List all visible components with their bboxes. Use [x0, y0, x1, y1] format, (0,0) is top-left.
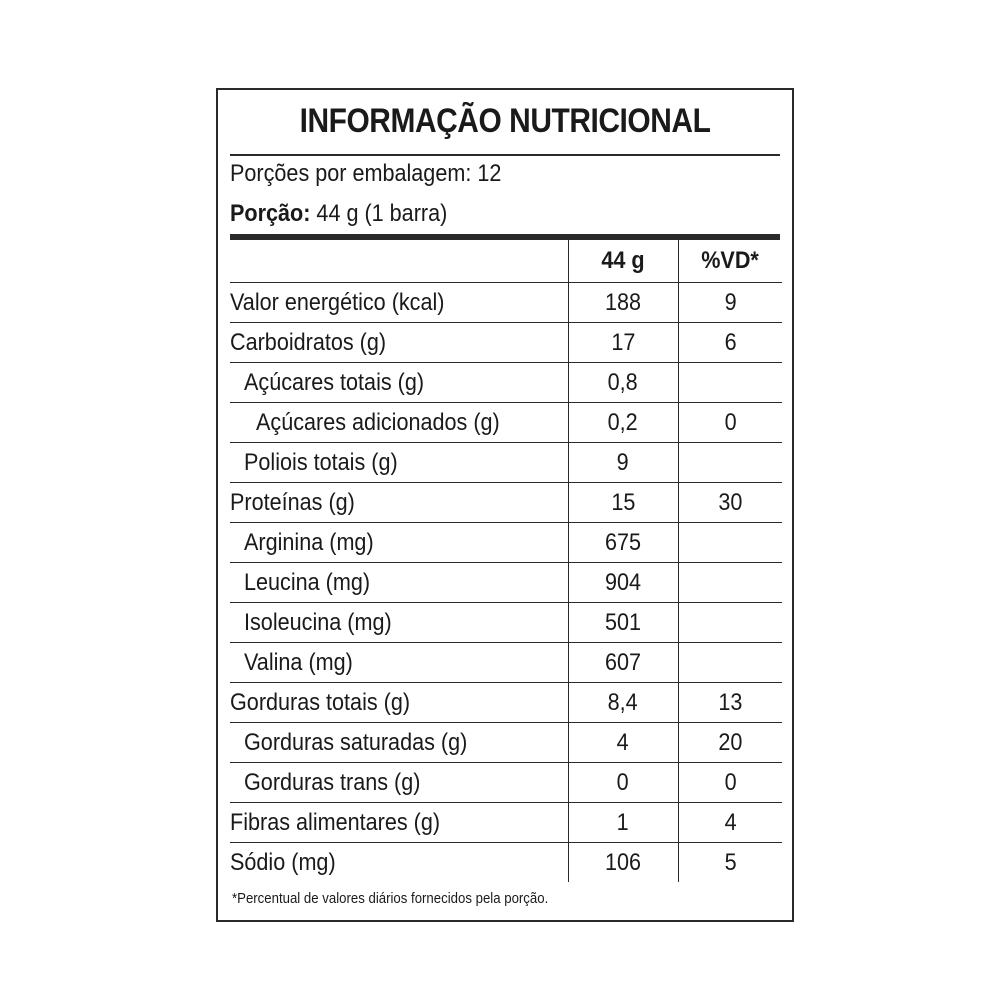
nutrient-amount-cell	[568, 683, 678, 723]
nutrient-name: Valor energético (kcal)	[230, 288, 445, 316]
nutrient-dv-cell	[678, 603, 782, 643]
nutrient-amount-cell	[568, 723, 678, 763]
nutrient-name: Açúcares totais (g)	[244, 368, 425, 396]
nutrient-amount-cell	[568, 523, 678, 563]
nutrient-name-cell	[230, 443, 568, 483]
nutrient-row	[230, 763, 782, 803]
nutrient-name-cell	[230, 323, 568, 363]
header-amount-cell	[568, 240, 678, 283]
nutrient-amount: 4	[616, 728, 630, 756]
nutrient-name-cell	[230, 803, 568, 843]
nutrient-name: Açúcares adicionados (g)	[256, 408, 500, 436]
nutrient-row	[230, 803, 782, 843]
nutrient-row	[230, 723, 782, 763]
nutrient-amount: 0,8	[607, 368, 639, 396]
nutrient-name-cell	[230, 763, 568, 803]
header-amount: 44 g	[601, 247, 645, 274]
nutrient-dv: 0	[724, 768, 737, 796]
nutrient-amount-cell	[568, 763, 678, 803]
nutrient-name-cell	[230, 283, 568, 323]
nutrient-name: Poliois totais (g)	[244, 448, 398, 476]
footnote: *Percentual de valores diários fornecidos pela porção.	[232, 890, 549, 907]
header-dv-cell	[678, 240, 782, 283]
nutrient-amount: 106	[604, 848, 642, 876]
nutrient-name-cell	[230, 723, 568, 763]
nutrient-row	[230, 643, 782, 683]
nutrient-dv-cell	[678, 803, 782, 843]
nutrition-facts-label	[216, 88, 794, 922]
nutrient-dv-cell	[678, 683, 782, 723]
nutrient-name: Gorduras totais (g)	[230, 688, 411, 716]
nutrient-amount: 607	[604, 648, 642, 676]
label-title: INFORMAÇÃO NUTRICIONAL	[299, 102, 711, 140]
nutrient-dv-cell	[678, 323, 782, 363]
nutrient-name-cell	[230, 843, 568, 883]
nutrient-row	[230, 563, 782, 603]
nutrient-dv-cell	[678, 283, 782, 323]
nutrient-amount-cell	[568, 443, 678, 483]
nutrient-amount-cell	[568, 563, 678, 603]
nutrient-dv: 9	[724, 288, 737, 316]
nutrient-amount-cell	[568, 643, 678, 683]
serving-size-prefix: Porção:	[230, 200, 311, 227]
nutrient-name: Arginina (mg)	[244, 528, 374, 556]
nutrient-row	[230, 683, 782, 723]
nutrient-name-cell	[230, 523, 568, 563]
nutrient-amount-cell	[568, 803, 678, 843]
nutrient-amount-cell	[568, 323, 678, 363]
nutrient-dv-cell	[678, 563, 782, 603]
nutrient-name-cell	[230, 563, 568, 603]
nutrient-name: Proteínas (g)	[230, 488, 355, 516]
nutrient-name-cell	[230, 643, 568, 683]
nutrient-name-cell	[230, 603, 568, 643]
nutrient-amount-cell	[568, 603, 678, 643]
nutrient-dv: 0	[724, 408, 737, 436]
nutrient-row	[230, 363, 782, 403]
servings-per-package: Porções por embalagem: 12	[230, 160, 502, 187]
nutrient-table	[230, 240, 782, 882]
nutrient-amount: 188	[604, 288, 642, 316]
nutrient-amount-cell	[568, 483, 678, 523]
nutrient-name-cell	[230, 363, 568, 403]
nutrient-name: Gorduras saturadas (g)	[244, 728, 468, 756]
nutrient-dv-cell	[678, 483, 782, 523]
nutrient-amount: 675	[604, 528, 642, 556]
nutrient-name: Isoleucina (mg)	[244, 608, 392, 636]
nutrient-dv-cell	[678, 403, 782, 443]
nutrient-row	[230, 403, 782, 443]
nutrient-amount: 8,4	[607, 688, 639, 716]
nutrient-amount: 0	[616, 768, 630, 796]
nutrient-amount: 0,2	[607, 408, 639, 436]
nutrient-amount: 501	[604, 608, 642, 636]
nutrient-dv: 13	[718, 688, 743, 716]
nutrient-row	[230, 843, 782, 883]
nutrient-name-cell	[230, 483, 568, 523]
nutrient-dv-cell	[678, 443, 782, 483]
serving-size-value: 44 g (1 barra)	[310, 200, 448, 227]
nutrient-dv: 4	[724, 808, 737, 836]
nutrient-name-cell	[230, 403, 568, 443]
nutrient-name: Leucina (mg)	[244, 568, 371, 596]
nutrient-amount-cell	[568, 843, 678, 883]
nutrient-dv: 5	[724, 848, 737, 876]
nutrient-amount-cell	[568, 403, 678, 443]
nutrient-dv-cell	[678, 523, 782, 563]
serving-size	[230, 200, 447, 228]
header-name-cell	[230, 240, 568, 283]
nutrient-row	[230, 323, 782, 363]
nutrient-amount-cell	[568, 283, 678, 323]
nutrient-dv-cell	[678, 843, 782, 883]
nutrient-dv-cell	[678, 723, 782, 763]
nutrient-name-cell	[230, 683, 568, 723]
nutrient-name: Valina (mg)	[244, 648, 353, 676]
divider	[230, 154, 780, 156]
nutrient-dv-cell	[678, 363, 782, 403]
nutrient-dv: 30	[718, 488, 743, 516]
nutrient-amount: 1	[616, 808, 630, 836]
nutrient-dv-cell	[678, 763, 782, 803]
nutrient-dv: 20	[718, 728, 743, 756]
nutrient-amount: 904	[604, 568, 642, 596]
nutrient-amount-cell	[568, 363, 678, 403]
nutrient-amount: 17	[610, 328, 636, 356]
nutrient-dv: 6	[724, 328, 737, 356]
nutrient-name: Carboidratos (g)	[230, 328, 387, 356]
nutrient-amount: 15	[610, 488, 636, 516]
table-header-row	[230, 240, 782, 283]
nutrient-row	[230, 523, 782, 563]
header-dv: %VD*	[701, 247, 760, 274]
nutrient-name: Sódio (mg)	[230, 848, 336, 876]
nutrient-amount: 9	[616, 448, 630, 476]
nutrient-row	[230, 483, 782, 523]
nutrient-row	[230, 603, 782, 643]
nutrient-name: Gorduras trans (g)	[244, 768, 421, 796]
nutrient-row	[230, 283, 782, 323]
nutrient-name: Fibras alimentares (g)	[230, 808, 441, 836]
nutrient-row	[230, 443, 782, 483]
nutrient-dv-cell	[678, 643, 782, 683]
